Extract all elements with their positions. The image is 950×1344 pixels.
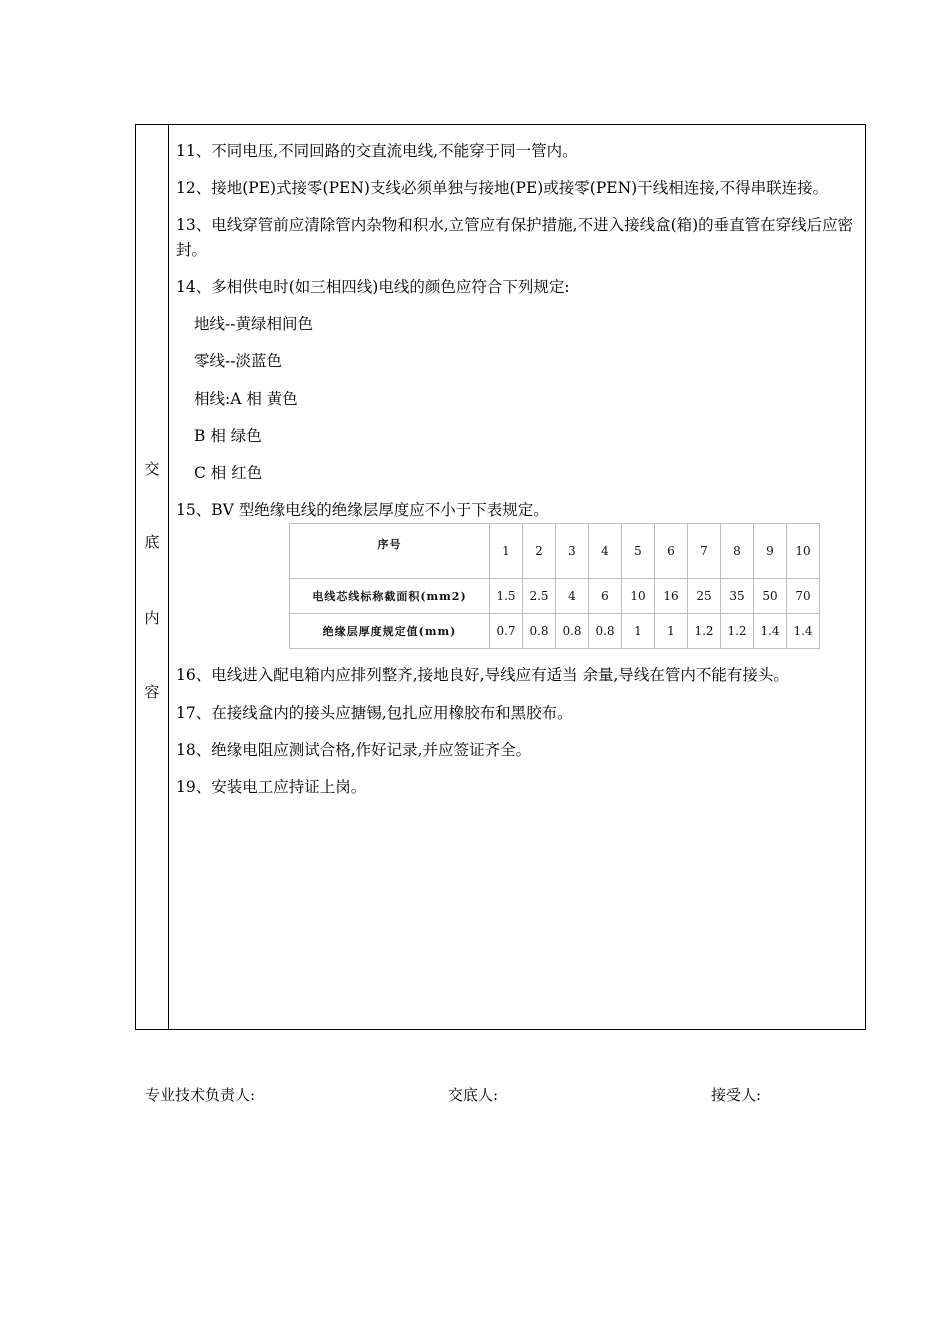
item-17: 17、在接线盒内的接头应搪锡,包扎应用橡胶布和黑胶布。 [176, 704, 573, 722]
table-cell: 6 [655, 524, 688, 579]
table-cell: 0.7 [490, 614, 523, 649]
item-18: 18、绝缘电阻应测试合格,作好记录,并应签证齐全。 [176, 741, 532, 759]
table-cell: 4 [589, 524, 622, 579]
row-label-number: 序号 [290, 524, 490, 579]
table-cell: 35 [721, 579, 754, 614]
side-char: 底 [144, 533, 160, 551]
table-cell: 1.2 [721, 614, 754, 649]
item-16: 16、电线进入配电箱内应排列整齐,接地良好,导线应有适当 余量,导线在管内不能有接头。 [176, 666, 789, 684]
table-cell: 0.8 [589, 614, 622, 649]
table-cell: 9 [754, 524, 787, 579]
table-cell: 1.2 [688, 614, 721, 649]
table-row [290, 579, 820, 614]
item-12: 12、接地(PE)式接零(PEN)支线必须单独与接地(PE)或接零(PEN)干线相连接,不得串联连接。 [176, 179, 829, 197]
table-cell: 0.8 [523, 614, 556, 649]
table-row [290, 524, 820, 579]
table-cell: 25 [688, 579, 721, 614]
ground-color: 地线--黄绿相间色 [194, 315, 313, 333]
table-cell: 16 [655, 579, 688, 614]
table-row [290, 614, 820, 649]
table-cell: 1 [622, 614, 655, 649]
table-cell: 2 [523, 524, 556, 579]
table-cell: 1 [655, 614, 688, 649]
table-cell: 0.8 [556, 614, 589, 649]
table-cell: 4 [556, 579, 589, 614]
table-cell: 50 [754, 579, 787, 614]
table-cell: 6 [589, 579, 622, 614]
table-cell: 8 [721, 524, 754, 579]
table-cell: 3 [556, 524, 589, 579]
disclosure-frame [135, 124, 866, 1030]
phase-b-color: B 相 绿色 [194, 427, 262, 445]
table-cell: 5 [622, 524, 655, 579]
table-cell: 10 [622, 579, 655, 614]
insulation-spec-table [289, 523, 820, 649]
item-19: 19、安装电工应持证上岗。 [176, 778, 367, 796]
receiver-signature-label: 接受人: [711, 1086, 762, 1104]
row-label-area: 电线芯线标称截面积(mm2) [290, 579, 490, 614]
item-14: 14、多相供电时(如三相四线)电线的颜色应符合下列规定: [176, 278, 570, 296]
table-cell: 10 [787, 524, 820, 579]
item-13: 13、电线穿管前应清除管内杂物和积水,立管应有保护措施,不进入接线盒(箱)的垂直管在穿线后应密封。 [176, 216, 854, 259]
item-11: 11、不同电压,不同回路的交直流电线,不能穿于同一管内。 [176, 142, 578, 160]
neutral-color: 零线--淡蓝色 [194, 352, 282, 370]
phase-c-color: C 相 红色 [194, 464, 263, 482]
tech-lead-signature-label: 专业技术负责人: [145, 1086, 256, 1104]
table-cell: 70 [787, 579, 820, 614]
side-char: 交 [144, 460, 160, 478]
side-char: 容 [144, 683, 160, 701]
phase-a-color: 相线:A 相 黄色 [194, 390, 298, 408]
side-label-column [136, 125, 169, 1029]
row-label-thickness: 绝缘层厚度规定值(mm) [290, 614, 490, 649]
table-cell: 1.4 [754, 614, 787, 649]
table-cell: 1.4 [787, 614, 820, 649]
side-char: 内 [144, 609, 160, 627]
table-cell: 1 [490, 524, 523, 579]
table-cell: 7 [688, 524, 721, 579]
table-cell: 1.5 [490, 579, 523, 614]
table-cell: 2.5 [523, 579, 556, 614]
discloser-signature-label: 交底人: [448, 1086, 499, 1104]
item-15: 15、BV 型绝缘电线的绝缘层厚度应不小于下表规定。 [176, 501, 549, 519]
